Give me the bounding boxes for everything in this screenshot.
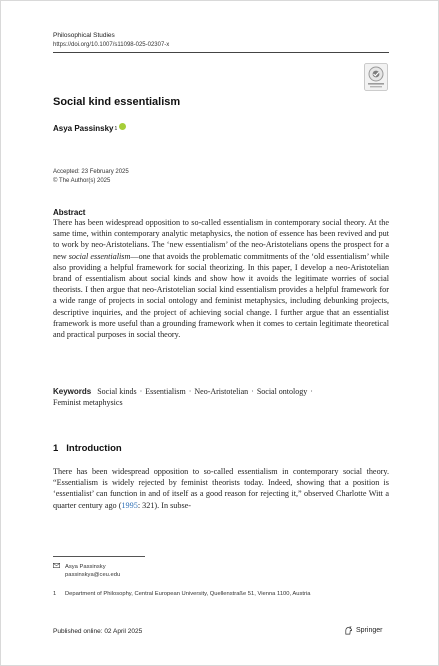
affiliation xyxy=(53,590,353,598)
author-affiliation-marker: 1 xyxy=(114,125,118,132)
affiliation-number: 1 xyxy=(53,591,57,597)
publisher-logo xyxy=(344,626,382,635)
keywords xyxy=(53,386,389,408)
publisher-name: Springer xyxy=(356,627,383,634)
author-name[interactable]: Asya Passinsky xyxy=(53,124,114,133)
keyword-separator: · xyxy=(188,387,192,396)
doi-link[interactable]: https://doi.org/10.1007/s11098-025-02307-x xyxy=(53,42,170,48)
article-title: Social kind essentialism xyxy=(53,96,181,108)
section-number: 1 xyxy=(53,443,59,454)
published-date: Published online: 02 April 2025 xyxy=(53,628,143,635)
footnote-divider xyxy=(53,556,145,557)
accepted-date: Accepted: 23 February 2025 xyxy=(53,169,129,175)
orcid-icon[interactable] xyxy=(119,123,126,130)
keyword-separator: · xyxy=(310,387,313,396)
abstract-heading: Abstract xyxy=(53,208,86,217)
section-title: Introduction xyxy=(66,443,122,454)
corresponding-author xyxy=(53,563,120,579)
header-divider xyxy=(53,52,389,53)
abstract-text xyxy=(53,217,389,340)
contact-email[interactable]: passinskya@ceu.edu xyxy=(65,572,121,578)
copyright: © The Author(s) 2025 xyxy=(53,178,111,184)
contact-name: Asya Passinsky xyxy=(65,564,106,570)
keyword: Social kinds xyxy=(97,387,137,396)
keyword-separator: · xyxy=(139,387,143,396)
intro-text-before: There has been widespread opposition to so-called essentialism in contemporary social theory. “Essentialism is widely rejected by feminist theorists today. Indeed, showing that a position is ‘essentialist’ can function in and of itself as a good reason for rejecting it,” observed Charlotte Witt a quarter century ago ( xyxy=(53,467,389,510)
intro-text-after: : 321). In subse- xyxy=(137,500,192,510)
keyword: Neo-Aristotelian xyxy=(194,387,249,396)
section-heading-introduction xyxy=(53,443,122,454)
author-line xyxy=(53,124,126,133)
affiliation-text: Department of Philosophy, Central European University, Quellenstraße 51, Vienna 1100, Austria xyxy=(65,591,311,597)
abstract-part-2: —one that avoids the problematic commitments of the ‘old essentialism’ while also providing a helpful framework for social theorizing. In this paper, I develop a neo-Aristotelian brand of essentialism about social kinds and show how it avoids the legitimate worries of social theorists. I then argue that neo-Aristotelian social kind essentialism provides a helpful framework for a wide range of projects in social ontology and feminist metaphysics, including debunking projects, descriptive inquiries, and the project of achieving social change. I further argue that an essentialist framework is more useful than a grounding framework when it comes to certain legitimate theoretical and practical purposes in social theory. xyxy=(53,251,390,340)
citation-link[interactable]: 1995 xyxy=(121,500,138,510)
abstract-emphasis: social essentialism xyxy=(68,251,131,261)
keywords-label: Keywords xyxy=(53,387,92,396)
keyword-separator: · xyxy=(251,387,254,396)
envelope-icon xyxy=(53,563,65,571)
introduction-text xyxy=(53,466,389,511)
check-for-updates-badge[interactable] xyxy=(364,63,388,91)
springer-horse-icon xyxy=(344,626,353,635)
journal-name: Philosophical Studies xyxy=(53,32,115,39)
keyword: Social ontology xyxy=(256,387,308,396)
check-for-updates-icon xyxy=(364,63,388,91)
keyword: Essentialism xyxy=(145,387,186,396)
keyword: Feminist metaphysics xyxy=(53,398,123,407)
abstract-part-1: There has been widespread opposition to so-called essentialism in contemporary social theory. At the same time, within contemporary analytic metaphysics, the notion of essence has been revived and put to work by neo-Aristotelians. The ‘new essentialism’ of the neo-Aristotelians opens the prospect for a new xyxy=(53,218,389,261)
